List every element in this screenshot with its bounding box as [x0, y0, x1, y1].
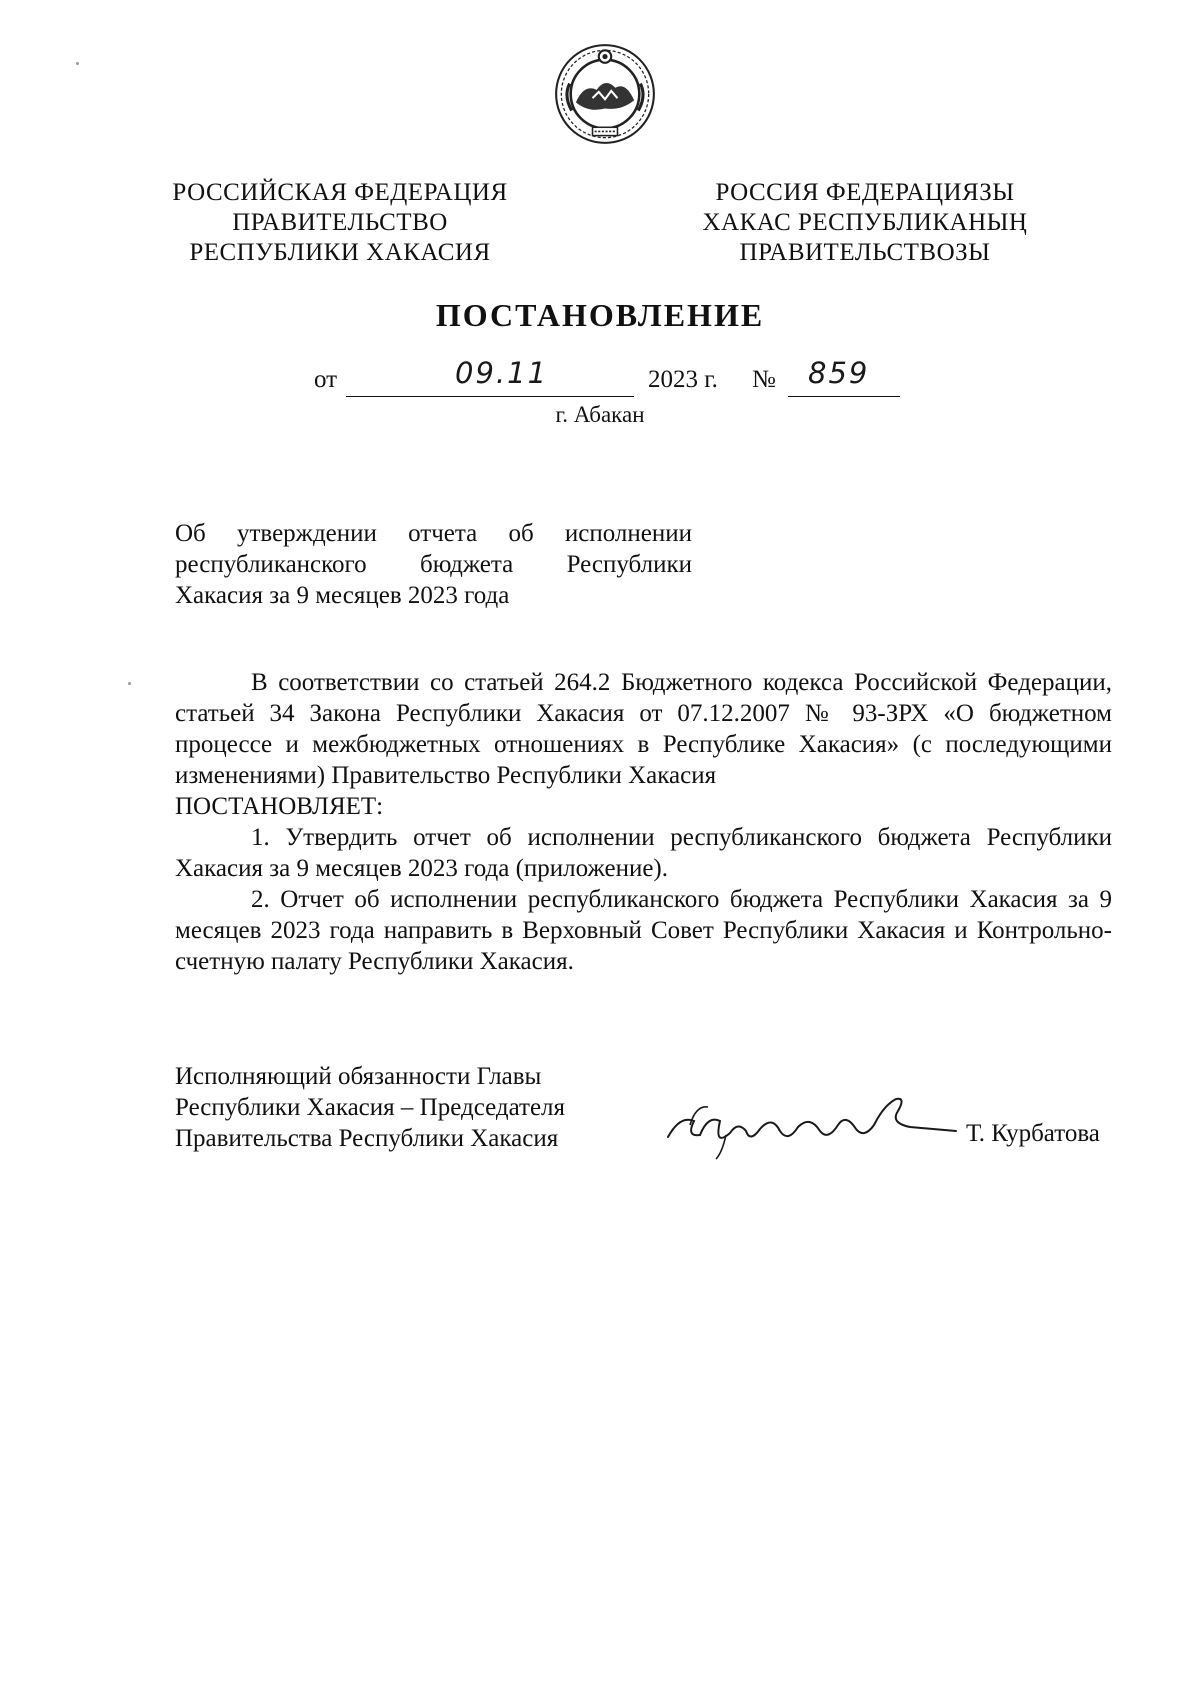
scan-speck	[76, 62, 79, 65]
scan-speck	[128, 682, 131, 685]
date-from-label: от	[314, 366, 338, 393]
handwritten-signature	[660, 1085, 960, 1165]
header-left-line: РЕСПУБЛИКИ ХАКАСИЯ	[189, 239, 491, 266]
signatory-name: Т. Курбатова	[966, 1120, 1100, 1147]
subject-line: Об утверждении отчета об исполнении	[175, 520, 692, 547]
decree-item-2: 2. Отчет об исполнении республиканского бюджета Республики Хакасия за 9 месяцев 2023 года направить в Верховный Совет Республики Хакасия и Контрольно-счетную палату Республики Хакасия.	[175, 886, 1112, 975]
header-left-line: РОССИЙСКАЯ ФЕДЕРАЦИЯ	[172, 179, 508, 206]
header-right-line: РОССИЯ ФЕДЕРАЦИЯЗЫ	[715, 179, 1015, 206]
decree-word: ПОСТАНОВЛЯЕТ:	[175, 793, 384, 820]
document-body	[175, 667, 1112, 977]
header-left-line: ПРАВИТЕЛЬСТВО	[232, 209, 448, 236]
signatory-position	[175, 1061, 635, 1154]
subject-line: Хакасия за 9 месяцев 2023 года	[175, 582, 510, 609]
coat-of-arms-emblem	[553, 42, 657, 146]
city-label: г. Абакан	[555, 402, 645, 427]
document-title: ПОСТАНОВЛЕНИЕ	[435, 297, 765, 333]
preamble-paragraph: В соответствии со статьей 264.2 Бюджетного кодекса Российской Федерации, статьей 34 Закона Республики Хакасия от 07.12.2007 № 93-ЗРХ «О бюджетном процессе и межбюджетных отношениях в Республике Хакасия» (с последующими изменениями) Правительство Республики Хакасия	[175, 669, 1112, 789]
signatory-position-line: Правительства Республики Хакасия	[175, 1125, 559, 1152]
header-left-block	[160, 178, 520, 268]
year-label: 2023 г.	[648, 366, 718, 393]
signatory-position-line: Исполняющий обязанности Главы	[175, 1063, 542, 1090]
signatory-position-line: Республики Хакасия – Председателя	[175, 1094, 566, 1121]
header-right-block	[700, 178, 1030, 268]
subject-block	[175, 518, 692, 611]
decree-item-1: 1. Утвердить отчет об исполнении республиканского бюджета Республики Хакасия за 9 месяцев 2023 года (приложение).	[175, 824, 1112, 882]
date-handwritten: 09.11	[455, 356, 549, 390]
subject-line: республиканского бюджета Республики	[175, 551, 692, 578]
number-handwritten: 859	[808, 356, 870, 390]
number-label: №	[752, 366, 776, 393]
header-right-line: ПРАВИТЕЛЬСТВОЗЫ	[739, 239, 991, 266]
header-right-line: ХАКАС РЕСПУБЛИКАНЫҢ	[702, 209, 1028, 236]
